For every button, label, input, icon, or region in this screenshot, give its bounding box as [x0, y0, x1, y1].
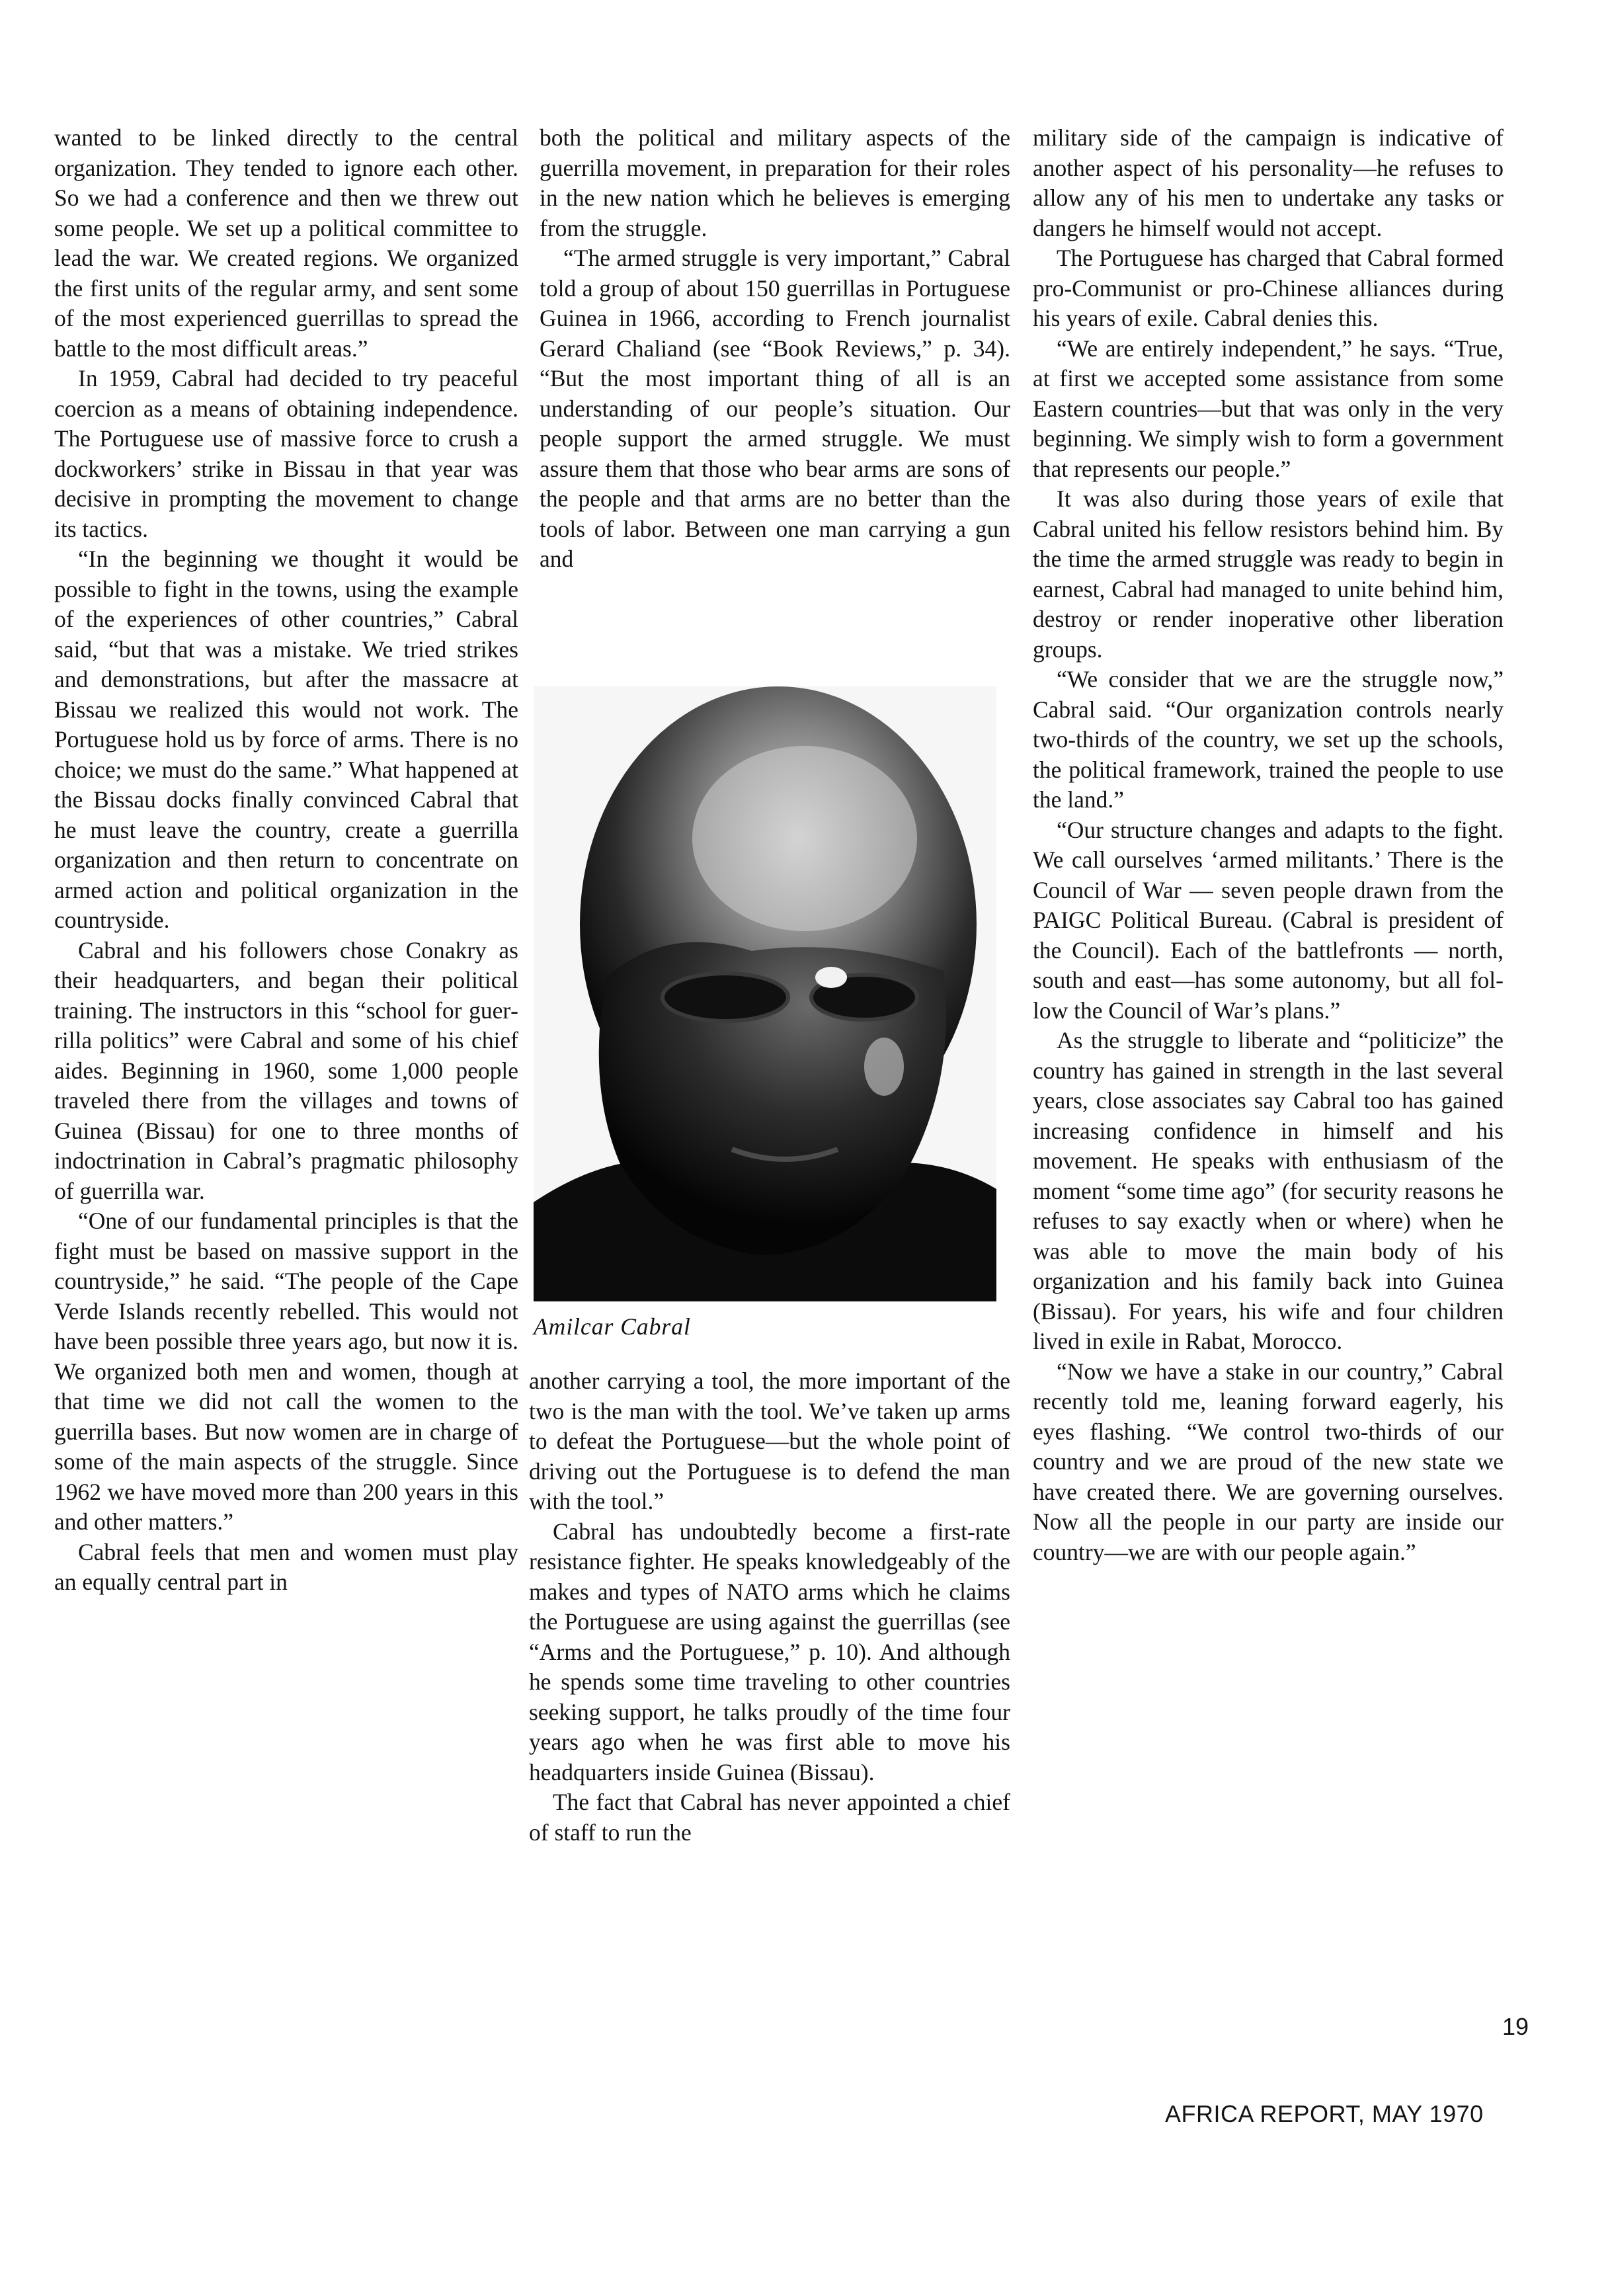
paragraph: Cabral has undoubtedly become a first-rate resistance fighter. He speaks knowledgeably of the makes and types of NATO arms which he claims the Portuguese are using against the guerrillas (see “Arms and the Portuguese,” p. 10). And although he spends some time traveling to other countries seeking support, he talks proudly of the time four years ago when he was first able to move his headquarters inside Guinea (Bissau). — [529, 1518, 1010, 1785]
article-column-2-bottom — [529, 1366, 1010, 1848]
paragraph: “Now we have a stake in our country,” Cabral recently told me, leaning forward eagerly, his eyes flashing. “We control two-thirds of our country and we are proud of the new state we have created there. We are governing ourselves. Now all the people in our party are inside our country—we are with our people again.” — [1033, 1358, 1504, 1565]
paragraph: It was also during those years of exile that Cabral united his fellow resistors behind him. By the time the armed struggle was ready to begin in earnest, Cabral had managed to unite behind him, destroy or render inoperative other liberation groups. — [1033, 485, 1504, 663]
article-column-2-top — [540, 123, 1010, 575]
article-column-3 — [1033, 123, 1504, 1567]
paragraph: Cabral feels that men and women must play an equally central part in — [54, 1538, 518, 1595]
paragraph: military side of the campaign is indicative of another aspect of his personality—he refuses to allow any of his men to undertake any tasks or dangers he himself would not accept. — [1033, 124, 1504, 241]
photo-caption: Amilcar Cabral — [534, 1313, 691, 1340]
paragraph: “We consider that we are the struggle now,” Cabral said. “Our organization controls nearly two-thirds of the country, we set up the schools, the political framework, trained the people to use the land.” — [1033, 666, 1504, 813]
paragraph: “One of our fundamental principles is that the fight must be based on massive support in the countryside,” he said. “The people of the Cape Verde Islands recently rebelled. This would not have been possible three years ago, but now it is. We organized both men and women, though at that time we did not call the women to the guerrilla bases. But now women are in charge of some of the main aspects of the struggle. Since 1962 we have moved more than 200 years in this and other matters.” — [54, 1208, 518, 1535]
article-column-1 — [54, 123, 518, 1598]
paragraph: The fact that Cabral has never appointed a chief of staff to run the — [529, 1789, 1010, 1846]
paragraph: both the political and military aspects of the guerrilla movement, in preparation for their roles in the new nation which he believes is emerging from the struggle. — [540, 124, 1010, 241]
paragraph: “In the beginning we thought it would be possible to fight in the towns, using the example of the experiences of other countries,” Cabral said, “but that was a mistake. We tried strikes and demonstrations, but after the massacre at Bissau we realized this would not work. The Portuguese hold us by force of arms. There is no choice; we must do the same.” What happened at the Bissau docks finally convinced Cabral that he must leave the country, create a guerrilla organization and then return to concentrate on armed action and political organization in the countryside. — [54, 546, 518, 933]
portrait-photo — [534, 686, 996, 1301]
paragraph: another carrying a tool, the more important of the two is the man with the tool. We’ve taken up arms to defeat the Portuguese—but the whole point of driving out the Portuguese is to defend the man with the tool.” — [529, 1368, 1010, 1514]
paragraph: Cabral and his followers chose Conakry as their headquarters, and began their political training. The instructors in this “school for guerrilla politics” were Cabral and some of his chief aides. Beginning in 1960, some 1,000 people traveled there from the villages and towns of Guinea (Bissau) for one to three months of indoctrination in Cabral’s pragmatic philosophy of guerrilla war. — [54, 936, 518, 1204]
paragraph: “Our structure changes and adapts to the fight. We call ourselves ‘armed militants.’ There is the Council of War — seven people drawn from the PAIGC Political Bureau. (Cabral is president of the Council). Each of the battlefronts — north, south and east—has some autonomy, but all follow the Council of War’s plans.” — [1033, 816, 1504, 1024]
paragraph: “The armed struggle is very important,” Cabral told a group of about 150 guerrillas in Portuguese Guinea in 1966, according to French journalist Gerard Chaliand (see “Book Reviews,” p. 34). “But the most important thing of all is an understanding of our people’s situation. Our people support the armed struggle. We must assure them that those who bear arms are sons of the people and that arms are no better than the tools of labor. Between one man carrying a gun and — [540, 245, 1010, 572]
paragraph: The Portuguese has charged that Cabral formed pro-Communist or pro-Chinese alliances during his years of exile. Cabral denies this. — [1033, 245, 1504, 331]
paragraph: In 1959, Cabral had decided to try peaceful coercion as a means of obtaining independence. The Portuguese use of massive force to crush a dockworkers’ strike in Bissau in that year was decisive in prompting the movement to change its tactics. — [54, 365, 518, 542]
paragraph: As the struggle to liberate and “politicize” the country has gained in strength in the last several years, close associates say Cabral too has gained increasing confidence in himself and his movement. He speaks with enthusiasm of the moment “some time ago” (for security reasons he refuses to say exactly when or where) when he was able to move the main body of his organization and his family back into Guinea (Bissau). For years, his wife and four children lived in exile in Rabat, Morocco. — [1033, 1027, 1504, 1354]
page-number: 19 — [1502, 2013, 1529, 2040]
portrait-image — [534, 686, 996, 1301]
paragraph: wanted to be linked directly to the central organization. They tended to ignore each other. So we had a conference and then we threw out some people. We set up a political committee to lead the war. We created regions. We organized the first units of the regular army, and sent some of the most experienced guerrillas to spread the battle to the most difficult areas.” — [54, 124, 518, 362]
publication-footer: AFRICA REPORT, MAY 1970 — [1165, 2100, 1484, 2127]
paragraph: “We are entirely independent,” he says. “True, at first we accepted some assistance from some Eastern countries—but that was only in the very beginning. We simply wish to form a government that represents our people.” — [1033, 335, 1504, 482]
